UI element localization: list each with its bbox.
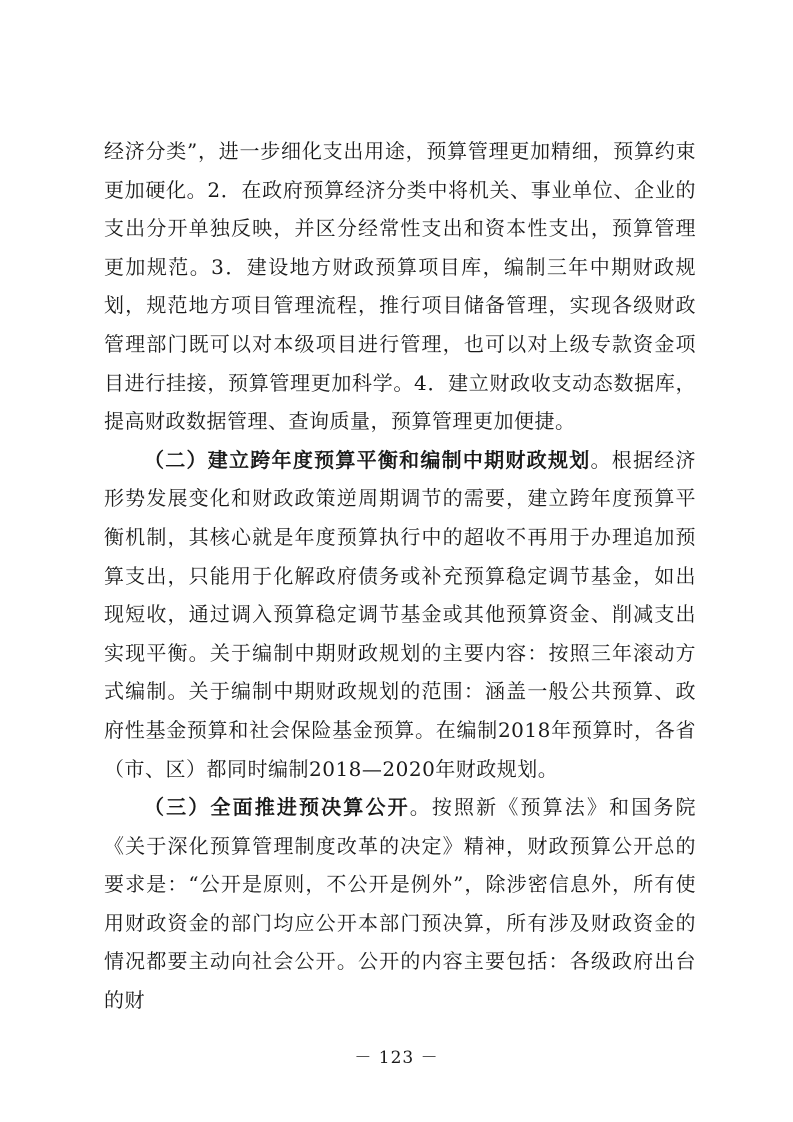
- section-heading-3: （三）全面推进预决算公开: [144, 795, 410, 820]
- paragraph-2: [104, 441, 696, 788]
- section-heading-2: （二）建立跨年度预算平衡和编制中期财政规划: [144, 447, 591, 472]
- body-text: [104, 132, 696, 1020]
- page-number: － 123 －: [354, 1048, 439, 1068]
- paragraph-1-text: 经济分类”，进一步细化支出用途，预算管理更加精细，预算约束更加硬化。2．在政府预算经济分类中将机关、事业单位、企业的支出分开单独反映，并区分经常性支出和资本性支出，预算管理更加规范。3．建设地方财政预算项目库，编制三年中期财政规划，规范地方项目管理流程，推行项目储备管理，实现各级财政管理部门既可以对本级项目进行管理，也可以对上级专款资金项目进行挂接，预算管理更加科学。4．建立财政收支动态数据库，提高财政数据管理、查询质量，预算管理更加便捷。: [104, 139, 696, 434]
- paragraph-3-text: 。按照新《预算法》和国务院《关于深化预算管理制度改革的决定》精神，财政预算公开总的要求是：“公开是原则，不公开是例外”，除涉密信息外，所有使用财政资金的部门均应公开本部门预决算，所有涉及财政资金的情况都要主动向社会公开。公开的内容主要包括：各级政府出台的财: [104, 795, 696, 1013]
- paragraph-3: [104, 788, 696, 1020]
- paragraph-2-text: 。根据经济形势发展变化和财政政策逆周期调节的需要，建立跨年度预算平衡机制，其核心就是年度预算执行中的超收不再用于办理追加预算支出，只能用于化解政府债务或补充预算稳定调节基金，如出现短收，通过调入预算稳定调节基金或其他预算资金、削减支出实现平衡。关于编制中期财政规划的主要内容：按照三年滚动方式编制。关于编制中期财政规划的范围：涵盖一般公共预算、政府性基金预算和社会保险基金预算。在编制2018年预算时，各省（市、区）都同时编制2018—2020年财政规划。: [104, 447, 697, 781]
- paragraph-1: [104, 132, 696, 441]
